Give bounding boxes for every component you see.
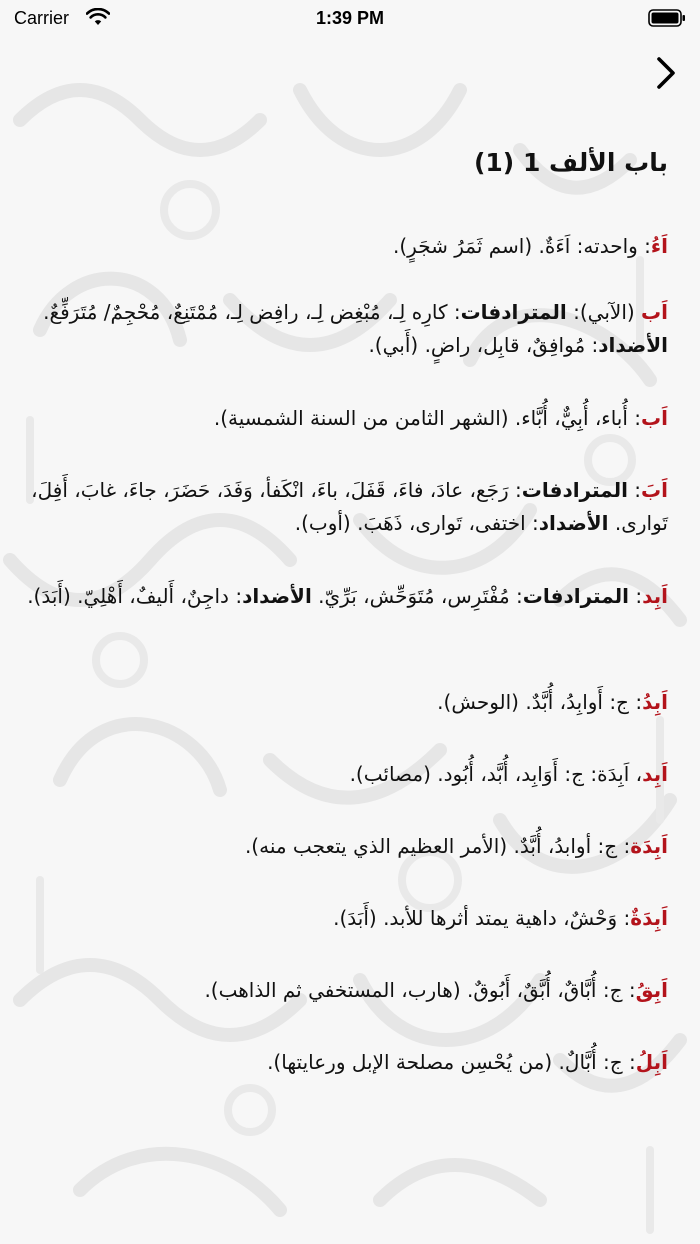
page-title: باب الألف 1 (1): [473, 148, 668, 177]
dictionary-entry: [24, 230, 668, 296]
chevron-right-icon: [656, 56, 676, 90]
dictionary-entry: [24, 974, 668, 1040]
dictionary-entry: [24, 902, 668, 968]
dictionary-entry: [24, 758, 668, 824]
dictionary-entry: [24, 830, 668, 896]
next-page-button[interactable]: [652, 54, 680, 92]
entry-separator: :: [622, 1050, 636, 1074]
entry-term: اَب: [641, 406, 668, 430]
entry-body: وَحْشٌ، داهية يمتد أثرها للأبد. (أَبَدَ).: [333, 906, 618, 930]
dictionary-content: [0, 132, 700, 1112]
entry-separator: :: [622, 978, 636, 1002]
synonyms-text: : كارِه لِـ، مُبْغِض لِـ، رافِض لِـ، مُمْتَنِعٌ، مُحْجِمٌ/ مُتَرَفِّعٌ.: [43, 300, 461, 324]
status-bar: [0, 0, 700, 40]
entry-separator: :: [627, 478, 642, 502]
entry-body: ج: أُبَّالٌ. (من يُحْسِن مصلحة الإبل ورعايتها).: [267, 1050, 623, 1074]
synonyms-label: المترادفات: [460, 300, 567, 324]
entry-term: اَبِدَةٌ: [630, 906, 668, 930]
entry-term: اَبِدَة: [630, 834, 668, 858]
entry-separator: :: [627, 406, 642, 430]
dictionary-entry: [24, 686, 668, 752]
dictionary-entry: [24, 296, 668, 362]
dictionary-entry: [24, 402, 668, 468]
dictionary-entry: [24, 474, 668, 540]
entry-body: ج: أَوابِدُ، أُبَّدٌ. (الوحش).: [437, 690, 629, 714]
entry-term: اَبِد: [642, 584, 668, 608]
entry-term: اَبِدُ: [642, 690, 668, 714]
entry-term: اَبِقُ: [635, 978, 668, 1002]
entry-body: أُباء، أُبِيٌّ، أُبَّاء. (الشهر الثامن من السنة الشمسية).: [213, 406, 628, 430]
entry-term: اَب: [641, 300, 668, 324]
entry-separator: :: [617, 834, 631, 858]
entry-body: واحدته: اَءَةٌ. (اسم ثَمَرُ شجَرٍ).: [393, 234, 638, 258]
entry-separator: ،: [629, 762, 643, 786]
dictionary-entry: [24, 1046, 668, 1112]
entry-term: اَبِد: [642, 762, 668, 786]
entry-separator: :: [617, 906, 631, 930]
synonyms-text: : رَجَع، عادَ، فاءَ، قَفَلَ، باءَ، انْكَفأ، وَفَدَ، حَضَرَ، جاءَ، غابَ، أَفِلَ، تَوارى.: [31, 478, 668, 535]
entry-body: ج: أُبَّاقٌ، أُبَّقٌ، أَبُوقٌ. (هارب، المستخفي ثم الذاهب).: [204, 978, 623, 1002]
carrier-label: Carrier: [14, 8, 70, 28]
synonyms-label: المترادفات: [522, 584, 629, 608]
battery-icon: [648, 9, 686, 27]
dictionary-entry: [24, 580, 668, 646]
entry-separator: :: [628, 584, 643, 608]
entry-body: ج: أوابدُ، أُبَّدٌ. (الأمر العظيم الذي يتعجب منه).: [244, 834, 618, 858]
entry-prefix: (الآبي):: [566, 300, 635, 324]
entry-separator: :: [628, 690, 643, 714]
entry-term: اَبِلُ: [635, 1050, 668, 1074]
antonyms-label: الأضداد: [538, 511, 609, 535]
antonyms-label: الأضداد: [598, 333, 668, 357]
synonyms-text: : مُفْتَرِس، مُتَوَحِّش، بَرِّيّ.: [311, 584, 523, 608]
antonyms-text: : داجِنٌ، أَليفٌ، أَهْلِيّ. (أَبَدَ).: [27, 584, 243, 608]
entry-separator: :: [637, 234, 651, 258]
entry-body: اَبِدَة: ج: أَوَابِد، أُبَّد، أُبُود. (مصائب).: [349, 762, 630, 786]
antonyms-text: : اختفى، تَوارى، ذَهَبَ. (أوب).: [294, 511, 539, 535]
antonyms-text: : مُوافِقٌ، قابِل، راضٍ. (أَبي).: [368, 333, 599, 357]
synonyms-label: المترادفات: [521, 478, 628, 502]
status-time: 1:39 PM: [315, 8, 385, 28]
antonyms-label: الأضداد: [242, 584, 312, 608]
entry-term: اَبَ: [641, 478, 668, 502]
entry-term: اَءُ: [650, 234, 668, 258]
